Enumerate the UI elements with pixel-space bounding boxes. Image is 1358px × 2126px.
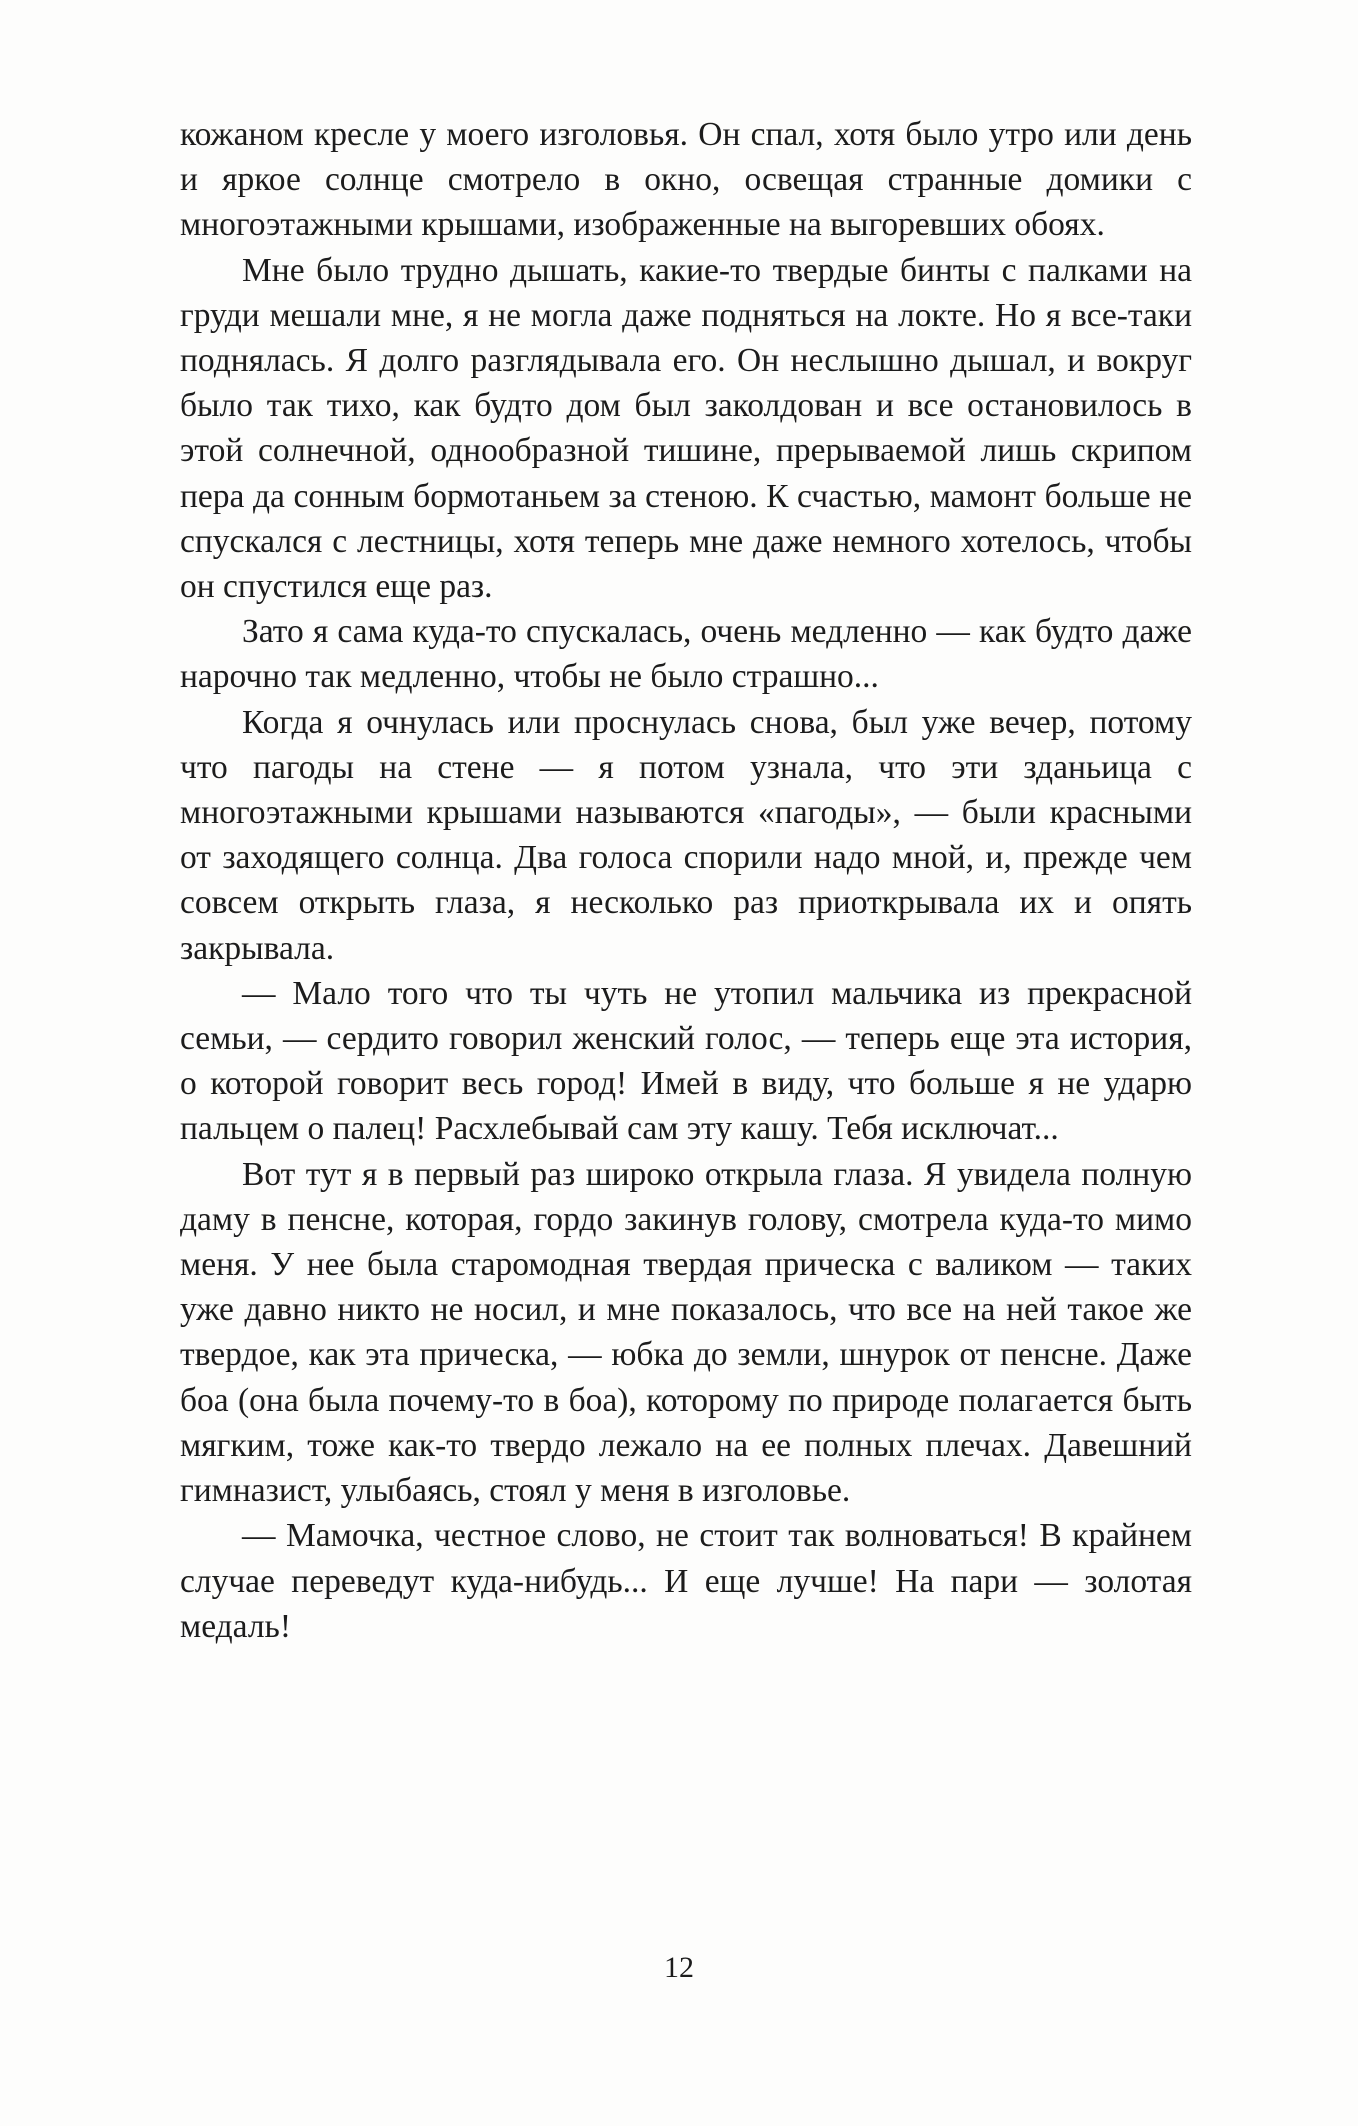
paragraph-continuation: кожаном кресле у моего изголовья. Он спал, хотя было утро или день и яркое солнце смотрело в окно, освещая странные домики с многоэтажными крышами, изображенные на выгоревших обоях.	[180, 116, 1192, 244]
paragraph: Зато я сама куда-то спускалась, очень медленно — как будто даже нарочно так медленно, чтобы не было страшно...	[180, 613, 1192, 696]
paragraph: Когда я очнулась или проснулась снова, был уже вечер, потому что пагоды на стене — я потом узнала, что эти зданьица с многоэтажными крышами называются «пагоды», — были красными от заходящего солнца. Два голоса спорили надо мной, и, прежде чем совсем открыть глаза, я несколько раз приоткрывала их и опять закрывала.	[180, 703, 1192, 967]
paragraph: Мне было трудно дышать, какие-то твердые бинты с палками на груди мешали мне, я не могла даже подняться на локте. Но я все-таки поднялась. Я долго разглядывала его. Он неслышно дышал, и вокруг было так тихо, как будто дом был заколдован и все остановилось в этой солнечной, однообразной тишине, прерываемой лишь скрипом пера да сонным бормотаньем за стеною. К счастью, мамонт больше не спускался с лестницы, хотя теперь мне даже немного хотелось, чтобы он спустился еще раз.	[180, 251, 1192, 606]
paragraph: Вот тут я в первый раз широко открыла глаза. Я увидела полную даму в пенсне, которая, гордо закинув голову, смотрела куда-то мимо меня. У нее была старомодная твердая прическа с валиком — таких уже давно никто не носил, и мне показалось, что все на ней такое же твердое, как эта прическа, — юбка до земли, шнурок от пенсне. Даже боа (она была почему-то в боа), которому по природе полагается быть мягким, тоже как-то твердо лежало на ее полных плечах. Давешний гимназист, улыбаясь, стоял у меня в изголовье.	[180, 1155, 1192, 1510]
page-number: 12	[664, 1951, 694, 1984]
paragraph-dialogue: — Мало того что ты чуть не утопил мальчика из прекрасной семьи, — сердито говорил женский голос, — теперь еще эта история, о которой говорит весь город! Имей в виду, что больше я не ударю пальцем о палец! Расхлебывай сам эту кашу. Тебя исключат...	[180, 974, 1192, 1148]
body-text	[180, 112, 1192, 1649]
paragraph-dialogue: — Мамочка, честное слово, не стоит так волноваться! В крайнем случае переведут куда-нибудь... И еще лучше! На пари — золотая медаль!	[180, 1517, 1192, 1645]
